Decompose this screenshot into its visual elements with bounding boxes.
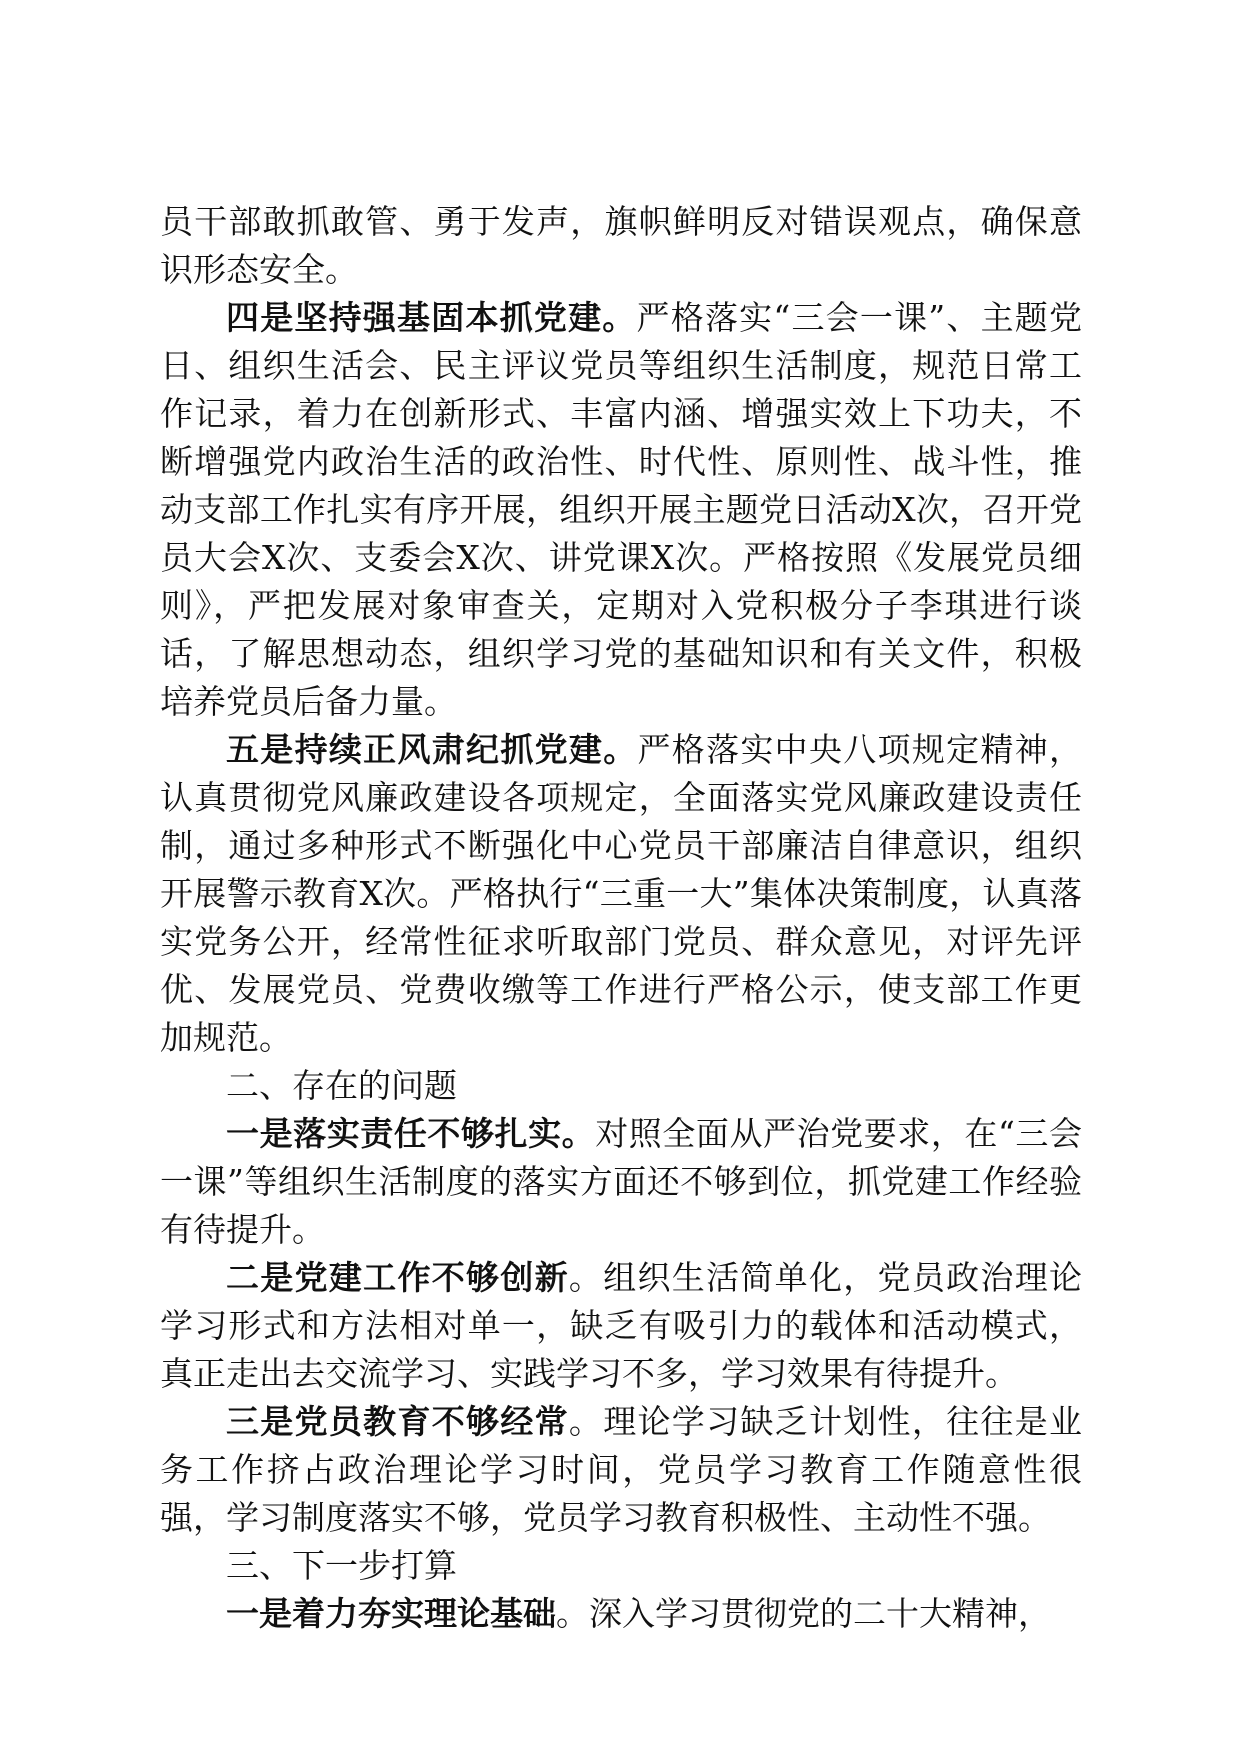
- paragraph-problem-3: [160, 1398, 1082, 1542]
- paragraph-party-building-foundation: [160, 294, 1082, 726]
- paragraph-problem-1: [160, 1110, 1082, 1254]
- paragraph-lead: 二是党建工作不够创新: [226, 1258, 569, 1297]
- paragraph-text: 。深入学习贯彻党的二十大精神，: [556, 1594, 1051, 1633]
- paragraph-lead: 三是党员教育不够经常: [226, 1402, 569, 1441]
- document-body: [160, 198, 1082, 1638]
- paragraph-lead: 五是持续正风肃纪抓党建。: [226, 730, 638, 769]
- paragraph-text: 。理论学习缺乏计划性，往往是业务工作挤占政治理论学习时间，党员学习教育工作随意性很强，学习制度落实不够，党员学习教育积极性、主动性不强。: [160, 1402, 1083, 1537]
- paragraph-lead: 一是着力夯实理论基础: [226, 1594, 556, 1633]
- paragraph-text: 对照全面从严治党要求，在“三会一课”等组织生活制度的落实方面还不够到位，抓党建工作经验有待提升。: [160, 1114, 1082, 1249]
- paragraph-problem-2: [160, 1254, 1082, 1398]
- paragraph-lead: 一是落实责任不够扎实。: [226, 1114, 596, 1153]
- section-heading-problems: 二、存在的问题: [226, 1066, 457, 1105]
- paragraph-lead: 四是坚持强基固本抓党建。: [226, 298, 637, 337]
- paragraph-continuation: [160, 198, 1082, 294]
- paragraph-text: 严格落实“三会一课”、主题党日、组织生活会、民主评议党员等组织生活制度，规范日常工作记录，着力在创新形式、丰富内涵、增强实效上下功夫，不断增强党内政治生活的政治性、时代性、原则性、战斗性，推动支部工作扎实有序开展，组织开展主题党日活动X次，召开党员大会X次、支委会X次、讲党课X次。严格按照《发展党员细则》，严把发展对象审查关，定期对入党积极分子李琪进行谈话，了解思想动态，组织学习党的基础知识和有关文件，积极培养党员后备力量。: [160, 298, 1083, 721]
- paragraph-plan-1: [160, 1590, 1082, 1638]
- paragraph-discipline: [160, 726, 1082, 1062]
- paragraph-text: 严格落实中央八项规定精神，认真贯彻党风廉政建设各项规定，全面落实党风廉政建设责任制，通过多种形式不断强化中心党员干部廉洁自律意识，组织开展警示教育X次。严格执行“三重一大”集体决策制度，认真落实党务公开，经常性征求听取部门党员、群众意见，对评先评优、发展党员、党费收缴等工作进行严格公示，使支部工作更加规范。: [160, 730, 1083, 1057]
- paragraph-text: 。组织生活简单化，党员政治理论学习形式和方法相对单一，缺乏有吸引力的载体和活动模式，真正走出去交流学习、实践学习不多，学习效果有待提升。: [160, 1258, 1083, 1393]
- paragraph-text: 员干部敢抓敢管、勇于发声，旗帜鲜明反对错误观点，确保意识形态安全。: [160, 202, 1082, 289]
- section-heading-next-steps: 三、下一步打算: [226, 1546, 457, 1585]
